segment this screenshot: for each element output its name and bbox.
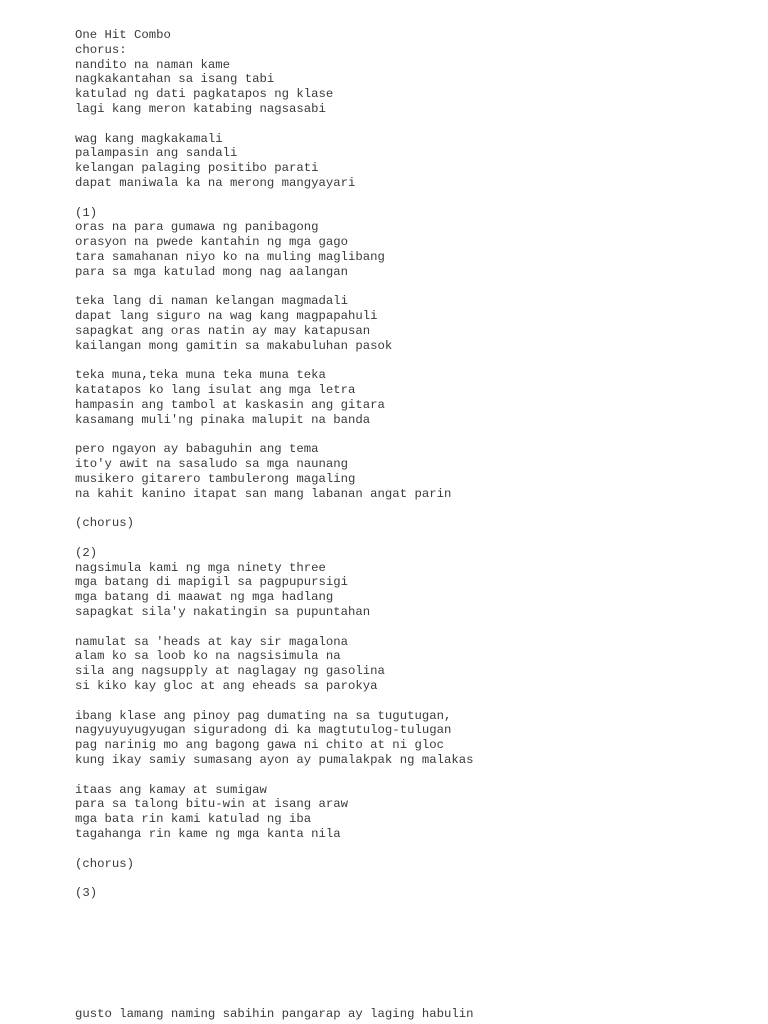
- lyric-line: (1): [75, 205, 98, 220]
- document-title: One Hit Combo: [75, 28, 171, 42]
- lyric-line: chorus:: [75, 42, 127, 57]
- stanza-gap: [75, 280, 755, 295]
- lyric-line: katatapos ko lang isulat ang mga letra: [75, 383, 356, 398]
- lyric-line: oras na para gumawa ng panibagong: [75, 220, 319, 235]
- lyric-line: (2): [75, 545, 98, 560]
- lyric-line: kasamang muli'ng pinaka malupit na banda: [75, 412, 371, 427]
- final-lyric-line: gusto lamang naming sabihin pangarap ay laging habulin: [75, 1007, 474, 1021]
- lyric-line: pag narinig mo ang bagong gawa ni chito at ni gloc: [75, 738, 444, 753]
- lyric-line: tara samahanan niyo ko na muling maglibang: [75, 249, 385, 264]
- lyric-line: sapagkat sila'y nakatingin sa pupuntahan: [75, 605, 371, 620]
- lyric-line: para sa talong bitu-win at isang araw: [75, 797, 349, 812]
- lyric-line: ibang klase ang pinoy pag dumating na sa tugutugan,: [75, 708, 452, 723]
- lyric-line: itaas ang kamay at sumigaw: [75, 782, 267, 797]
- lyric-line: tagahanga rin kame ng mga kanta nila: [75, 827, 341, 842]
- stanza-gap: [75, 620, 755, 635]
- stanza-gap: [75, 117, 755, 132]
- lyric-line: sapagkat ang oras natin ay may katapusan: [75, 323, 371, 338]
- lyric-line: nagkakantahan sa isang tabi: [75, 72, 275, 87]
- lyric-line: na kahit kanino itapat san mang labanan angat parin: [75, 486, 452, 501]
- lyric-line: (chorus): [75, 856, 135, 871]
- lyric-line: nagyuyuyugyugan siguradong di ka magtutulog-tulugan: [75, 723, 452, 738]
- stanza-gap: [75, 428, 755, 443]
- lyric-line: katulad ng dati pagkatapos ng klase: [75, 87, 334, 102]
- stanza-gap: [75, 871, 755, 886]
- lyric-line: dapat lang siguro na wag kang magpapahuli: [75, 309, 378, 324]
- lyric-line: dapat maniwala ka na merong mangyayari: [75, 175, 356, 190]
- stanza-gap: [75, 354, 755, 369]
- lyric-line: kung ikay samiy sumasang ayon ay pumalakpak ng malakas: [75, 753, 474, 768]
- lyric-line: nagsimula kami ng mga ninety three: [75, 560, 326, 575]
- lyric-line: kailangan mong gamitin sa makabuluhan pasok: [75, 338, 393, 353]
- lyric-line: sila ang nagsupply at naglagay ng gasolina: [75, 664, 385, 679]
- lyric-line: musikero gitarero tambulerong magaling: [75, 471, 356, 486]
- lyric-line: mga batang di mapigil sa pagpupursigi: [75, 575, 349, 590]
- lyric-line: hampasin ang tambol at kaskasin ang gitara: [75, 397, 385, 412]
- stanza-gap: [75, 694, 755, 709]
- lyric-line: mga batang di maawat ng mga hadlang: [75, 590, 334, 605]
- lyrics-lines: [75, 43, 755, 901]
- lyric-line: teka lang di naman kelangan magmadali: [75, 294, 349, 309]
- lyric-line: orasyon na pwede kantahin ng mga gago: [75, 235, 349, 250]
- lyric-line: teka muna,teka muna teka muna teka: [75, 368, 326, 383]
- lyric-line: alam ko sa loob ko na nagsisimula na: [75, 649, 341, 664]
- lyric-line: nandito na naman kame: [75, 57, 230, 72]
- lyric-line: mga bata rin kami katulad ng iba: [75, 812, 312, 827]
- stanza-gap: [75, 531, 755, 546]
- stanza-gap: [75, 842, 755, 857]
- lyric-line: ito'y awit na sasaludo sa mga naunang: [75, 457, 349, 472]
- lyric-line: lagi kang meron katabing nagsasabi: [75, 101, 326, 116]
- stanza-gap: [75, 768, 755, 783]
- lyric-line: namulat sa 'heads at kay sir magalona: [75, 634, 349, 649]
- lyric-line: para sa mga katulad mong nag aalangan: [75, 264, 349, 279]
- lyric-line: palampasin ang sandali: [75, 146, 238, 161]
- lyric-line: si kiko kay gloc at ang eheads sa parokya: [75, 679, 378, 694]
- lyric-line: kelangan palaging positibo parati: [75, 161, 319, 176]
- lyric-line: pero ngayon ay babaguhin ang tema: [75, 442, 319, 457]
- lyric-line: (3): [75, 886, 98, 901]
- lyrics-body: [75, 28, 755, 901]
- stanza-gap: [75, 191, 755, 206]
- lyric-line: wag kang magkakamali: [75, 131, 223, 146]
- lyric-line: (chorus): [75, 516, 135, 531]
- stanza-gap: [75, 502, 755, 517]
